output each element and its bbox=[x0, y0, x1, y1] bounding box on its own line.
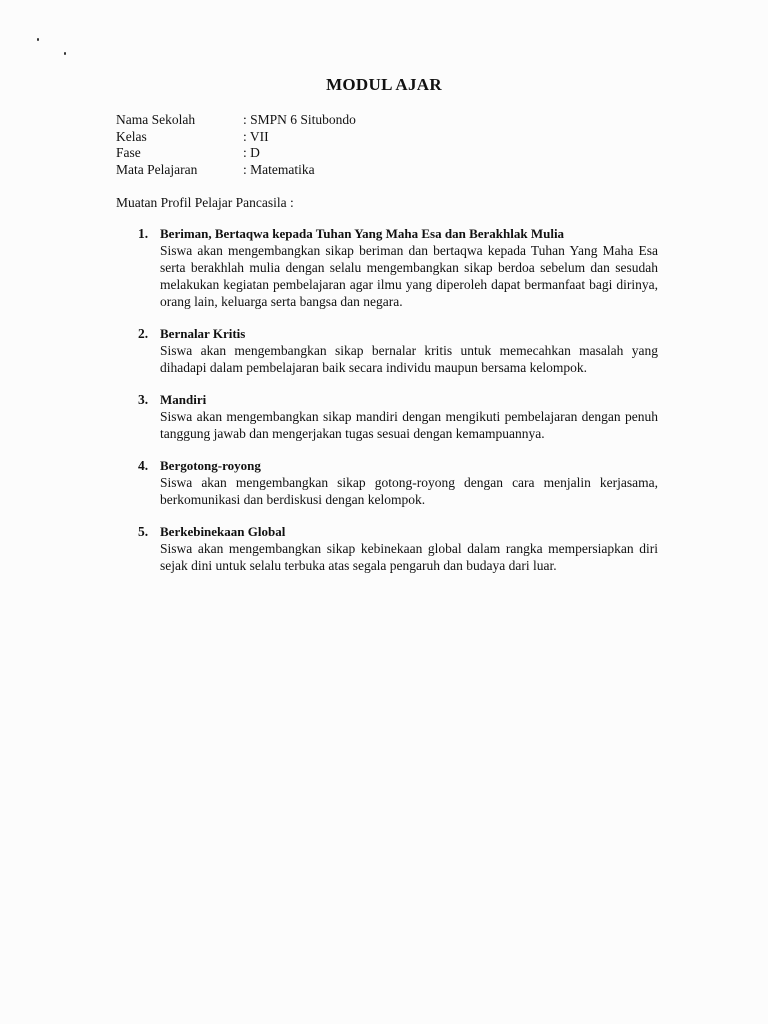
item-text: Siswa akan mengembangkan sikap bernalar kritis untuk memecahkan masalah yang dihadapi dalam pembelajaran baik secara individu maupun bersama kelompok. bbox=[160, 343, 658, 375]
list-item bbox=[138, 457, 658, 508]
info-row-phase bbox=[116, 145, 356, 162]
item-heading: Beriman, Bertaqwa kepada Tuhan Yang Maha Esa dan Berakhlak Mulia bbox=[160, 226, 565, 241]
info-row-class bbox=[116, 129, 356, 146]
info-value: : D bbox=[243, 145, 260, 162]
list-item bbox=[138, 523, 658, 574]
identity-block bbox=[116, 112, 356, 178]
section-intro: Muatan Profil Pelajar Pancasila : bbox=[116, 195, 294, 210]
list-item bbox=[138, 325, 658, 376]
item-number: 5. bbox=[138, 524, 149, 539]
item-body bbox=[160, 225, 658, 310]
item-body bbox=[160, 523, 658, 574]
item-text: Siswa akan mengembangkan sikap mandiri dengan mengikuti pembelajaran dengan penuh tanggung jawab dan mengerjakan tugas sesuai dengan kemampuannya. bbox=[160, 409, 658, 441]
info-value: : Matematika bbox=[243, 162, 315, 179]
info-value: : VII bbox=[243, 129, 269, 146]
info-label: Kelas bbox=[116, 128, 147, 144]
item-body bbox=[160, 325, 658, 376]
list-item bbox=[138, 225, 658, 310]
page-title: MODUL AJAR bbox=[326, 75, 442, 94]
info-value: : SMPN 6 Situbondo bbox=[243, 112, 356, 129]
item-text: Siswa akan mengembangkan sikap beriman dan bertaqwa kepada Tuhan Yang Maha Esa serta berakhlah mulia dengan selalu mengembangkan sikap berdoa sebelum dan sesudah melakukan kegiatan pembelajaran agar ilmu yang diperoleh dapat bermanfaat bagi dirinya, orang lain, keluarga serta bangsa dan negara. bbox=[160, 243, 658, 309]
item-heading: Mandiri bbox=[160, 392, 207, 407]
info-label: Mata Pelajaran bbox=[116, 161, 198, 177]
item-number: 4. bbox=[138, 458, 149, 473]
info-row-school bbox=[116, 112, 356, 129]
scan-speck bbox=[64, 52, 66, 55]
item-number: 2. bbox=[138, 326, 149, 341]
list-item bbox=[138, 391, 658, 442]
item-text: Siswa akan mengembangkan sikap kebinekaan global dalam rangka mempersiapkan diri sejak dini untuk selalu terbuka atas segala pengaruh dan budaya dari luar. bbox=[160, 541, 658, 573]
info-label: Nama Sekolah bbox=[116, 112, 196, 127]
info-label: Fase bbox=[116, 145, 141, 160]
info-row-subject bbox=[116, 162, 356, 179]
item-heading: Bernalar Kritis bbox=[160, 326, 246, 341]
item-body bbox=[160, 457, 658, 508]
item-body bbox=[160, 391, 658, 442]
item-text: Siswa akan mengembangkan sikap gotong-royong dengan cara menjalin kerjasama, berkomunikasi dan berdiskusi dengan kelompok. bbox=[160, 475, 658, 507]
item-number: 1. bbox=[138, 226, 149, 241]
item-number: 3. bbox=[138, 392, 149, 407]
scan-speck bbox=[37, 38, 39, 41]
item-heading: Berkebinekaan Global bbox=[160, 524, 286, 539]
profile-list bbox=[138, 225, 658, 589]
item-heading: Bergotong-royong bbox=[160, 458, 261, 473]
